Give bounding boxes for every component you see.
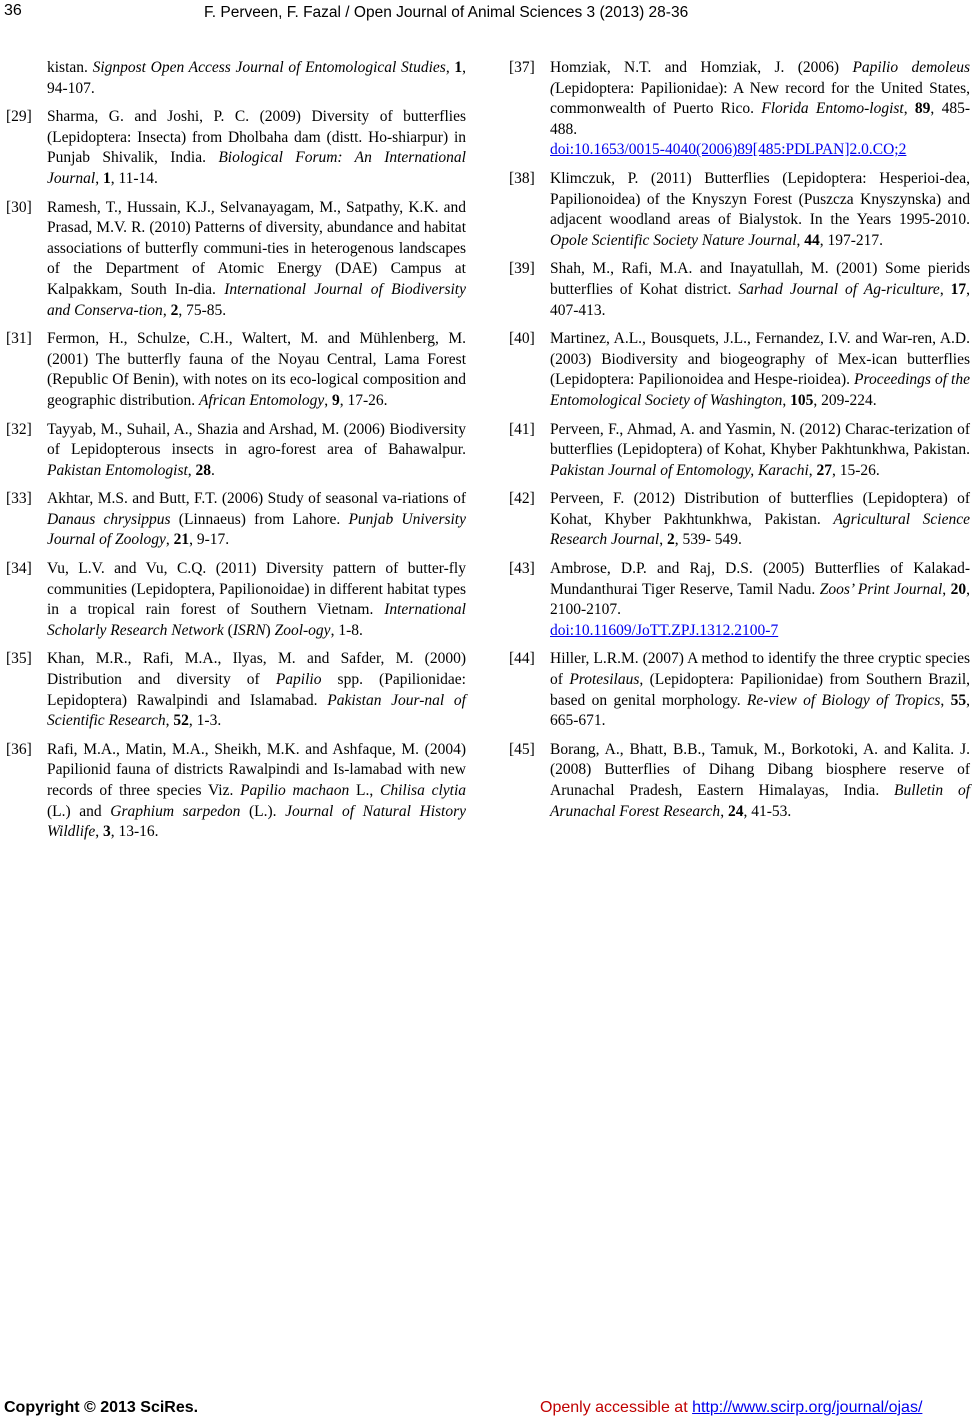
reference-number: [40] bbox=[509, 330, 535, 348]
reference-43: [43] Ambrose, D.P. and Raj, D.S. (2005) Butterflies of Kalakad-Mundanthurai Tiger Reserve, Tamil Nadu. Zoos’ Print Journal, 20, 2100-2107. doi:10.11609/JoTT.ZPJ.1312.2100-7 bbox=[509, 559, 970, 641]
journal-url-link[interactable]: http://www.scirp.org/journal/ojas/ bbox=[692, 1399, 923, 1416]
reference-31: [31] Fermon, H., Schulze, C.H., Waltert, M. and Mühlenberg, M. (2001) The butterfly fauna of the Noyau Central, Lama Forest (Republic Of Benin), with notes on its eco-logical composition and geographic distribution. African Entomology, 9, 17-26. bbox=[6, 330, 466, 409]
reference-number: [44] bbox=[509, 650, 535, 668]
reference-39: [39] Shah, M., Rafi, M.A. and Inayatullah, M. (2001) Some pierids butterflies of Kohat district. Sarhad Journal of Ag-riculture, 17, 407-413. bbox=[509, 260, 971, 319]
reference-41: [41] Perveen, F., Ahmad, A. and Yasmin, N. (2012) Charac-terization of butterflies (Lepidoptera) of Kohat, Khyber Pakhtunkhwa, Pakistan. Pakistan Journal of Entomology, Karachi, 27, 15-26. bbox=[509, 420, 970, 479]
reference-number: [29] bbox=[6, 108, 32, 126]
reference-45: [45] Borang, A., Bhatt, B.B., Tamuk, M., Borkotoki, A. and Kalita. J. (2008) Butterflies of Dihang Dibang biosphere reserve of Arunachal Pradesh, Eastern Himalayas, India. Bulletin of Arunachal Forest Research, 24, 41-53. bbox=[509, 740, 970, 820]
reference-number: [45] bbox=[509, 740, 535, 758]
reference-38: [38] Klimczuk, P. (2011) Butterflies (Lepidoptera: Hesperioi-dea, Papilionoidea) of the Knyszyn Forest (Puszcza Knyszynska) and adjacent woodland areas of Bialystok. In the Years 1995-2010. Opole Scientific Society Nature Journal, 44, 197-217. bbox=[509, 169, 970, 249]
reference-number: [34] bbox=[6, 560, 32, 578]
reference-number: [31] bbox=[6, 330, 32, 348]
reference-36: [36] Rafi, M.A., Matin, M.A., Sheikh, M.K. and Ashfaque, M. (2004) Papilionid fauna of districts Rawalpindi and Is-lamabad with new records of three species Viz. Papilio machaon L., Chilisa clytia (L.) and Graphium sarpedon (L.). Journal of Natural History Wildlife, 3, 13-16. bbox=[6, 740, 467, 841]
reference-number: [38] bbox=[509, 169, 535, 187]
reference-number: [30] bbox=[6, 198, 32, 216]
reference-35: [35] Khan, M.R., Rafi, M.A., Ilyas, M. and Safder, M. (2000) Distribution and diversity of Papilio spp. (Papilionidae: Lepidoptera) Rawalpindi and Islamabad. Pakistan Jour-nal of Scientific Research, 52, 1-3. bbox=[6, 650, 466, 730]
doi-link[interactable]: doi:10.1653/0015-4040(2006)89[485:PDLPAN]2.0.CO;2 bbox=[550, 141, 907, 159]
reference-number: [35] bbox=[6, 650, 32, 668]
reference-37: [37] Homziak, N.T. and Homziak, J. (2006) Papilio demoleus (Lepidoptera: Papilionidae): A New record for the United States, commonwealth of Puerto Rico. Florida Entomo-logist, 89, 485-488. doi:10.1653/0015-4040(2006)89[485:PDLPAN]2.0.CO;2 bbox=[509, 58, 970, 161]
reference-30: [30] Ramesh, T., Hussain, K.J., Selvanayagam, M., Satpathy, K.K. and Prasad, M.V. R. (2010) Patterns of diversity, abundance and habitat associations of butterfly communi-ties in heterogenous landscapes of the Department of Atomic Energy (DAE) Campus at Kalpakkam, South In-dia. International Journal of Biodiversity and Conserva-tion, 2, 75-85. bbox=[6, 198, 466, 319]
page-number: 36 bbox=[4, 2, 22, 19]
reference-number: [32] bbox=[6, 420, 32, 438]
reference-number: [37] bbox=[509, 59, 535, 76]
reference-33: [33] Akhtar, M.S. and Butt, F.T. (2006) Study of seasonal va-riations of Danaus chrysippus (Linnaeus) from Lahore. Punjab University Journal of Zoology, 21, 9-17. bbox=[6, 490, 466, 549]
reference-34: [34] Vu, L.V. and Vu, C.Q. (2011) Diversity pattern of butter-fly communities (Lepidoptera, Papilionoidae) in different habitat types in a tropical rain forest of Southern Vietnam. International Scholarly Research Network (ISRN) Zool-ogy, 1-8. bbox=[6, 560, 466, 639]
reference-32: [32] Tayyab, M., Suhail, A., Shazia and Arshad, M. (2006) Biodiversity of Lepidopterous insects in agro-forest area of Bahawalpur. Pakistan Entomologist, 28. bbox=[6, 420, 466, 479]
reference-number: [36] bbox=[6, 740, 32, 758]
reference-42: [42] Perveen, F. (2012) Distribution of butterflies (Lepidoptera) of Kohat, Khyber Pakhtunkhwa, Pakistan. Agricultural Science Research Journal, 2, 539- 549. bbox=[509, 490, 970, 549]
reference-number: [43] bbox=[509, 560, 535, 578]
reference-number: [39] bbox=[509, 260, 535, 278]
copyright-notice: Copyright © 2013 SciRes. bbox=[4, 1399, 199, 1416]
reference-column-left bbox=[6, 58, 466, 851]
reference-28-continued: kistan. Signpost Open Access Journal of Entomological Studies, 1, 94-107. bbox=[47, 59, 466, 97]
doi-link[interactable]: doi:10.11609/JoTT.ZPJ.1312.2100-7 bbox=[550, 621, 779, 639]
reference-29: [29] Sharma, G. and Joshi, P. C. (2009) Diversity of butterflies (Lepidoptera: Insecta) from Dholbaha dam (distt. Ho-shiarpur) in Punjab Shivalik, India. Biological Forum: An International Journal, 1, 11-14. bbox=[6, 108, 466, 187]
open-access-notice bbox=[540, 1399, 922, 1417]
reference-number: [33] bbox=[6, 490, 32, 508]
reference-column-right bbox=[509, 58, 970, 830]
reference-number: [41] bbox=[509, 420, 535, 438]
reference-number: [42] bbox=[509, 490, 535, 508]
open-access-label: Openly accessible at bbox=[540, 1399, 693, 1416]
reference-40: [40] Martinez, A.L., Bousquets, J.L., Fernandez, I.V. and War-ren, A.D. (2003) Biodiversity and biogeography of Mex-ican butterflies (Lepidoptera: Papilionoidea and Hespe-rioidea). Proceedings of the Entomological Society of Washington, 105, 209-224. bbox=[509, 330, 970, 409]
running-head: F. Perveen, F. Fazal / Open Journal of Animal Sciences 3 (2013) 28-36 bbox=[204, 4, 689, 21]
reference-44: [44] Hiller, L.R.M. (2007) A method to identify the three cryptic species of Protesilaus, (Lepidoptera: Papilionidae) from Southern Brazil, based on genital morphology. Re-view of Biology of Tropics, 55, 665-671. bbox=[509, 650, 971, 730]
